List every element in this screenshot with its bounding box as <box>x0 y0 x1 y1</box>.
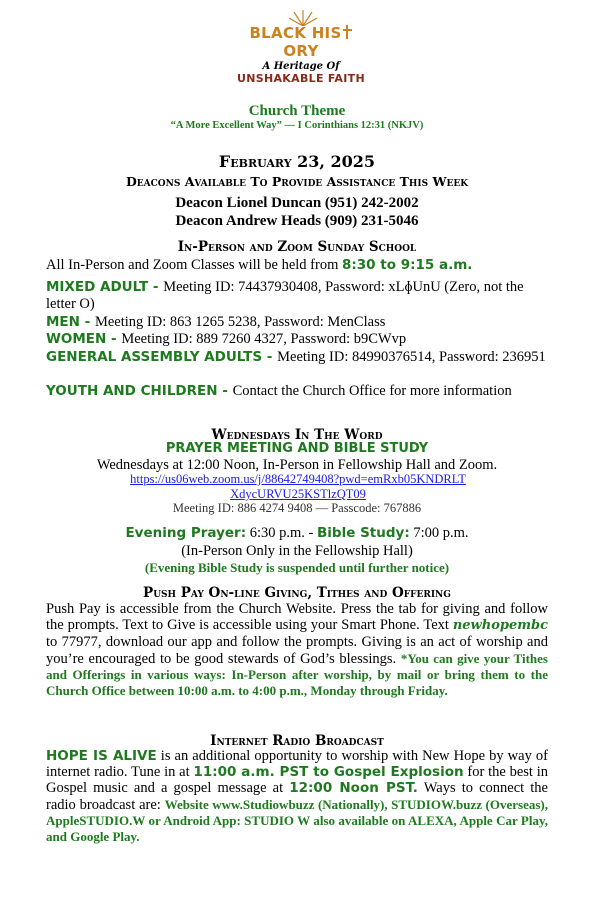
class-item <box>46 349 548 366</box>
class-label: MEN - <box>46 314 95 330</box>
class-info: Meeting ID: 74437930408, Password: xLɸUnU (Zero, not the letter O) <box>46 279 524 312</box>
deacons-heading: Deacons Available To Provide Assistance This Week <box>125 174 469 189</box>
class-item <box>46 279 548 312</box>
evening-location: (In-Person Only in the Fellowship Hall) <box>181 543 413 559</box>
deacon-contact: Deacon Lionel Duncan (951) 242-2002 <box>175 195 419 211</box>
push-pay-text: Push Pay is accessible from the Church Website. Press the tab for giving and follow the prompts. Text to Give is accessible using your Smart Phone. Text newhopembc to 77977, download our app and follow the prompts. Giving is an act of worship and you’re encouraged to be good stewards of God’s blessings. *You can give your Tithes and Offerings in various ways: In-Person after worship, by mail or bring them to the Church Office between 10:00 a.m. to 4:00 p.m., Monday through Friday. <box>46 601 548 699</box>
sunday-school-heading: In-Person and Zoom Sunday School <box>177 239 417 255</box>
class-label: WOMEN - <box>46 331 122 347</box>
wednesday-schedule: Wednesdays at 12:00 Noon, In-Person in Fellowship Hall and Zoom. <box>96 457 498 473</box>
radio-heading: Internet Radio Broadcast <box>210 733 384 749</box>
radio-text: HOPE IS ALIVE is an additional opportunity to worship with New Hope by way of internet radio. Tune in at 11:00 a.m. PST to Gospel Explosion for the best in Gospel music and a gospel message at 12:00 Noon PST. Ways to connect the radio broadcast are: Website www.Studiowbuzz (Nationally), STUDIOW.buzz (Overseas), AppleSTUDIO.W or Android App: STUDIO W also available on ALEXA, Apple Car Play, and Google Play. <box>46 748 549 845</box>
evening-note: (Evening Bible Study is suspended until further notice) <box>144 560 450 575</box>
class-item <box>46 314 548 331</box>
radio-time: 12:00 Noon PST. <box>289 780 418 797</box>
class-label: MIXED ADULT - <box>46 279 164 295</box>
class-info: Meeting ID: 889 7260 4327, Password: b9CWvp <box>121 331 407 347</box>
class-info: Meeting ID: 863 1265 5238, Password: MenClass <box>94 314 386 330</box>
class-label: GENERAL ASSEMBLY ADULTS - <box>46 349 278 365</box>
class-info: Meeting ID: 84990376514, Password: 236951 <box>277 349 546 365</box>
giving-note: *You can give your Tithes and Offerings in various ways: In-Person after worship, by mail or bring them to the Church Office between 10:00 a.m. to 4:00 p.m., Monday through Friday. <box>46 650 548 699</box>
evening-prayer-label: Evening Prayer: <box>125 525 247 541</box>
deacon-contact: Deacon Andrew Heads (909) 231-5046 <box>175 213 419 229</box>
text-keyword: newhopembc <box>452 618 548 634</box>
class-item <box>46 331 548 348</box>
push-pay-heading: Push Pay On-line Giving, Tithes and Offering <box>143 585 451 601</box>
bulletin-date: February 23, 2025 <box>218 152 376 171</box>
sunday-school-time: 8:30 to 9:15 a.m. <box>342 257 473 273</box>
logo-title: BLACK HISORY <box>236 24 366 60</box>
radio-time: 11:00 a.m. PST to Gospel Explosion <box>193 764 464 781</box>
wednesday-heading: Wednesdays In The Word <box>211 427 383 443</box>
class-label: YOUTH AND CHILDREN - <box>46 383 233 399</box>
theme-verse: “A More Excellent Way” — I Corinthians 12:31 (NKJV) <box>170 120 424 131</box>
sunday-school-intro: All In-Person and Zoom Classes will be held from 8:30 to 9:15 a.m. <box>46 257 473 273</box>
logo-subtitle: A Heritage Of <box>262 61 340 72</box>
sunburst-icon <box>288 8 318 26</box>
cross-icon <box>343 25 352 39</box>
logo-tagline: UNSHAKABLE FAITH <box>237 72 365 85</box>
theme-heading: Church Theme <box>248 103 346 119</box>
class-item <box>46 383 548 400</box>
wednesday-meeting-id: Meeting ID: 886 4274 9408 — Passcode: 767886 <box>172 501 422 515</box>
black-history-logo <box>236 24 366 85</box>
radio-ways: Website www.Studiowbuzz (Nationally), STUDIOW.buzz (Overseas), AppleSTUDIO.W or Android App: STUDIO W also available on ALEXA, Apple Car Play, and Google Play. <box>46 796 548 845</box>
evening-schedule: Evening Prayer: 6:30 p.m. - Bible Study: 7:00 p.m. <box>125 525 469 541</box>
hope-is-alive-label: HOPE IS ALIVE <box>46 748 157 764</box>
zoom-link[interactable]: https://us06web.zoom.us/j/88642749408?pwd=emRxb05KNDRLTXdycURVU25KSTlzQT09 <box>130 472 466 501</box>
bible-study-label: Bible Study: <box>317 525 410 541</box>
class-info: Contact the Church Office for more information <box>232 383 512 399</box>
prayer-meeting-heading: PRAYER MEETING AND BIBLE STUDY <box>165 441 429 456</box>
